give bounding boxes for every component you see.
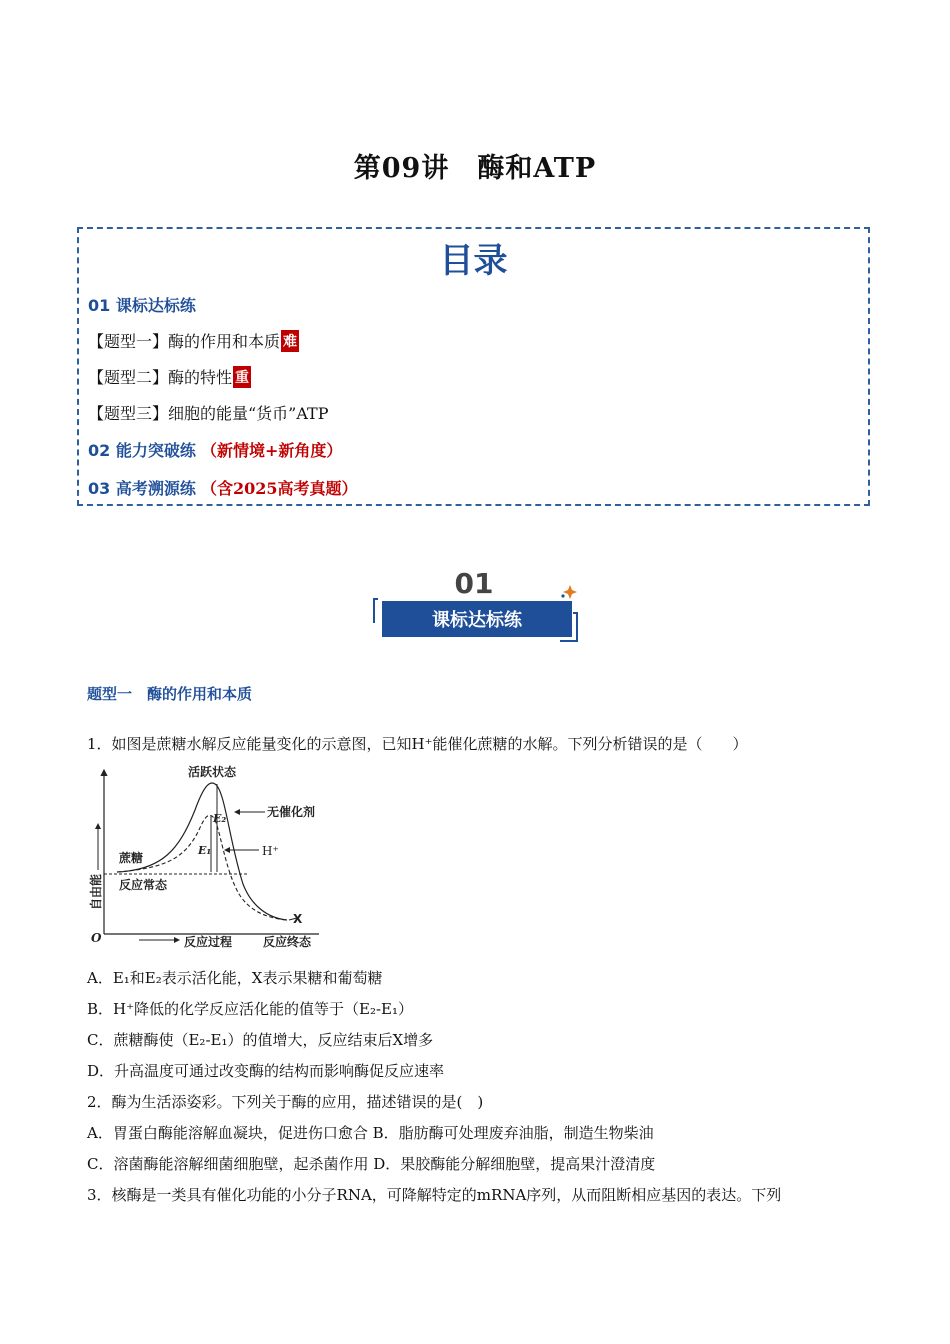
difficulty-badge: 难 <box>281 330 299 352</box>
section-label: 题型一 酶的作用和本质 <box>87 685 253 703</box>
question-1-option-d[interactable]: D．升高温度可通过改变酶的结构而影响酶促反应速率 <box>87 1062 445 1080</box>
toc-item-label: 03 高考溯源练 <box>88 479 196 498</box>
question-1-stem: 1．如图是蔗糖水解反应能量变化的示意图，已知H⁺能催化蔗糖的水解。下列分析错误的是（ ） <box>87 735 748 753</box>
question-1-option-a[interactable]: A．E₁和E₂表示活化能，X表示果糖和葡萄糖 <box>87 969 383 987</box>
catalyst-label: H⁺ <box>262 844 279 858</box>
toc-item-label: 【题型一】酶的作用和本质 <box>88 332 281 351</box>
question-1-option-b[interactable]: B．H⁺降低的化学反应活化能的值等于（E₂-E₁） <box>87 1000 414 1018</box>
origin-label: O <box>91 931 102 945</box>
toc-item-type-1[interactable] <box>88 329 299 352</box>
question-2-options-ab[interactable]: A．胃蛋白酶能溶解血凝块，促进伤口愈合 B．脂肪酶可处理废弃油脂，制造生物柴油 <box>87 1124 654 1142</box>
toc-item-practice-01[interactable] <box>88 293 196 316</box>
active-state-label: 活跃状态 <box>188 765 237 779</box>
question-3-stem: 3．核酶是一类具有催化功能的小分子RNA，可降解特定的mRNA序列，从而阻断相应基因的表达。下列 <box>87 1186 782 1204</box>
toc-item-note: （含2025高考真题） <box>200 479 358 498</box>
e2-label: E₂ <box>213 812 227 825</box>
question-1-option-c[interactable]: C．蔗糖酶使（E₂-E₁）的值增大，反应结束后X增多 <box>87 1031 434 1049</box>
section-banner <box>370 563 582 647</box>
toc-item-label: 【题型二】酶的特性 <box>88 368 233 387</box>
sparkle-dot-icon <box>561 594 564 597</box>
toc-item-practice-03[interactable] <box>88 476 357 499</box>
banner-number: 01 <box>454 567 494 600</box>
question-2-options-cd[interactable]: C．溶菌酶能溶解细菌细胞壁，起杀菌作用 D．果胶酶能分解细胞壁，提高果汁澄清度 <box>87 1155 656 1173</box>
no-catalyst-label: 无催化剂 <box>267 805 316 819</box>
banner-label: 课标达标练 <box>432 610 522 631</box>
table-of-contents <box>77 227 870 506</box>
reactant-label: 蔗糖 <box>119 851 144 865</box>
sparkle-icon <box>563 585 577 599</box>
toc-item-type-3[interactable] <box>88 401 328 424</box>
importance-badge: 重 <box>233 366 251 388</box>
y-axis-label: 自由能 <box>89 873 103 910</box>
toc-item-type-2[interactable] <box>88 365 251 388</box>
toc-item-label: 【题型三】细胞的能量“货币”ATP <box>88 404 329 423</box>
toc-item-label: 01 课标达标练 <box>88 296 196 315</box>
x-axis-label: 反应过程 <box>184 935 233 949</box>
e1-label: E₁ <box>198 844 212 857</box>
normal-state-label: 反应常态 <box>119 878 168 892</box>
energy-diagram <box>87 760 337 952</box>
toc-item-label: 02 能力突破练 <box>88 441 196 460</box>
product-label: X <box>293 912 303 926</box>
toc-item-note: （新情境+新角度） <box>200 441 343 460</box>
toc-heading: 目录 <box>439 241 508 281</box>
banner-corner-left <box>374 599 378 623</box>
page-title: 第09讲 酶和ATP <box>353 153 597 184</box>
toc-item-practice-02[interactable] <box>88 438 342 461</box>
end-state-label: 反应终态 <box>263 935 312 949</box>
question-2-stem: 2．酶为生活添姿彩。下列关于酶的应用，描述错误的是( ) <box>87 1093 484 1111</box>
